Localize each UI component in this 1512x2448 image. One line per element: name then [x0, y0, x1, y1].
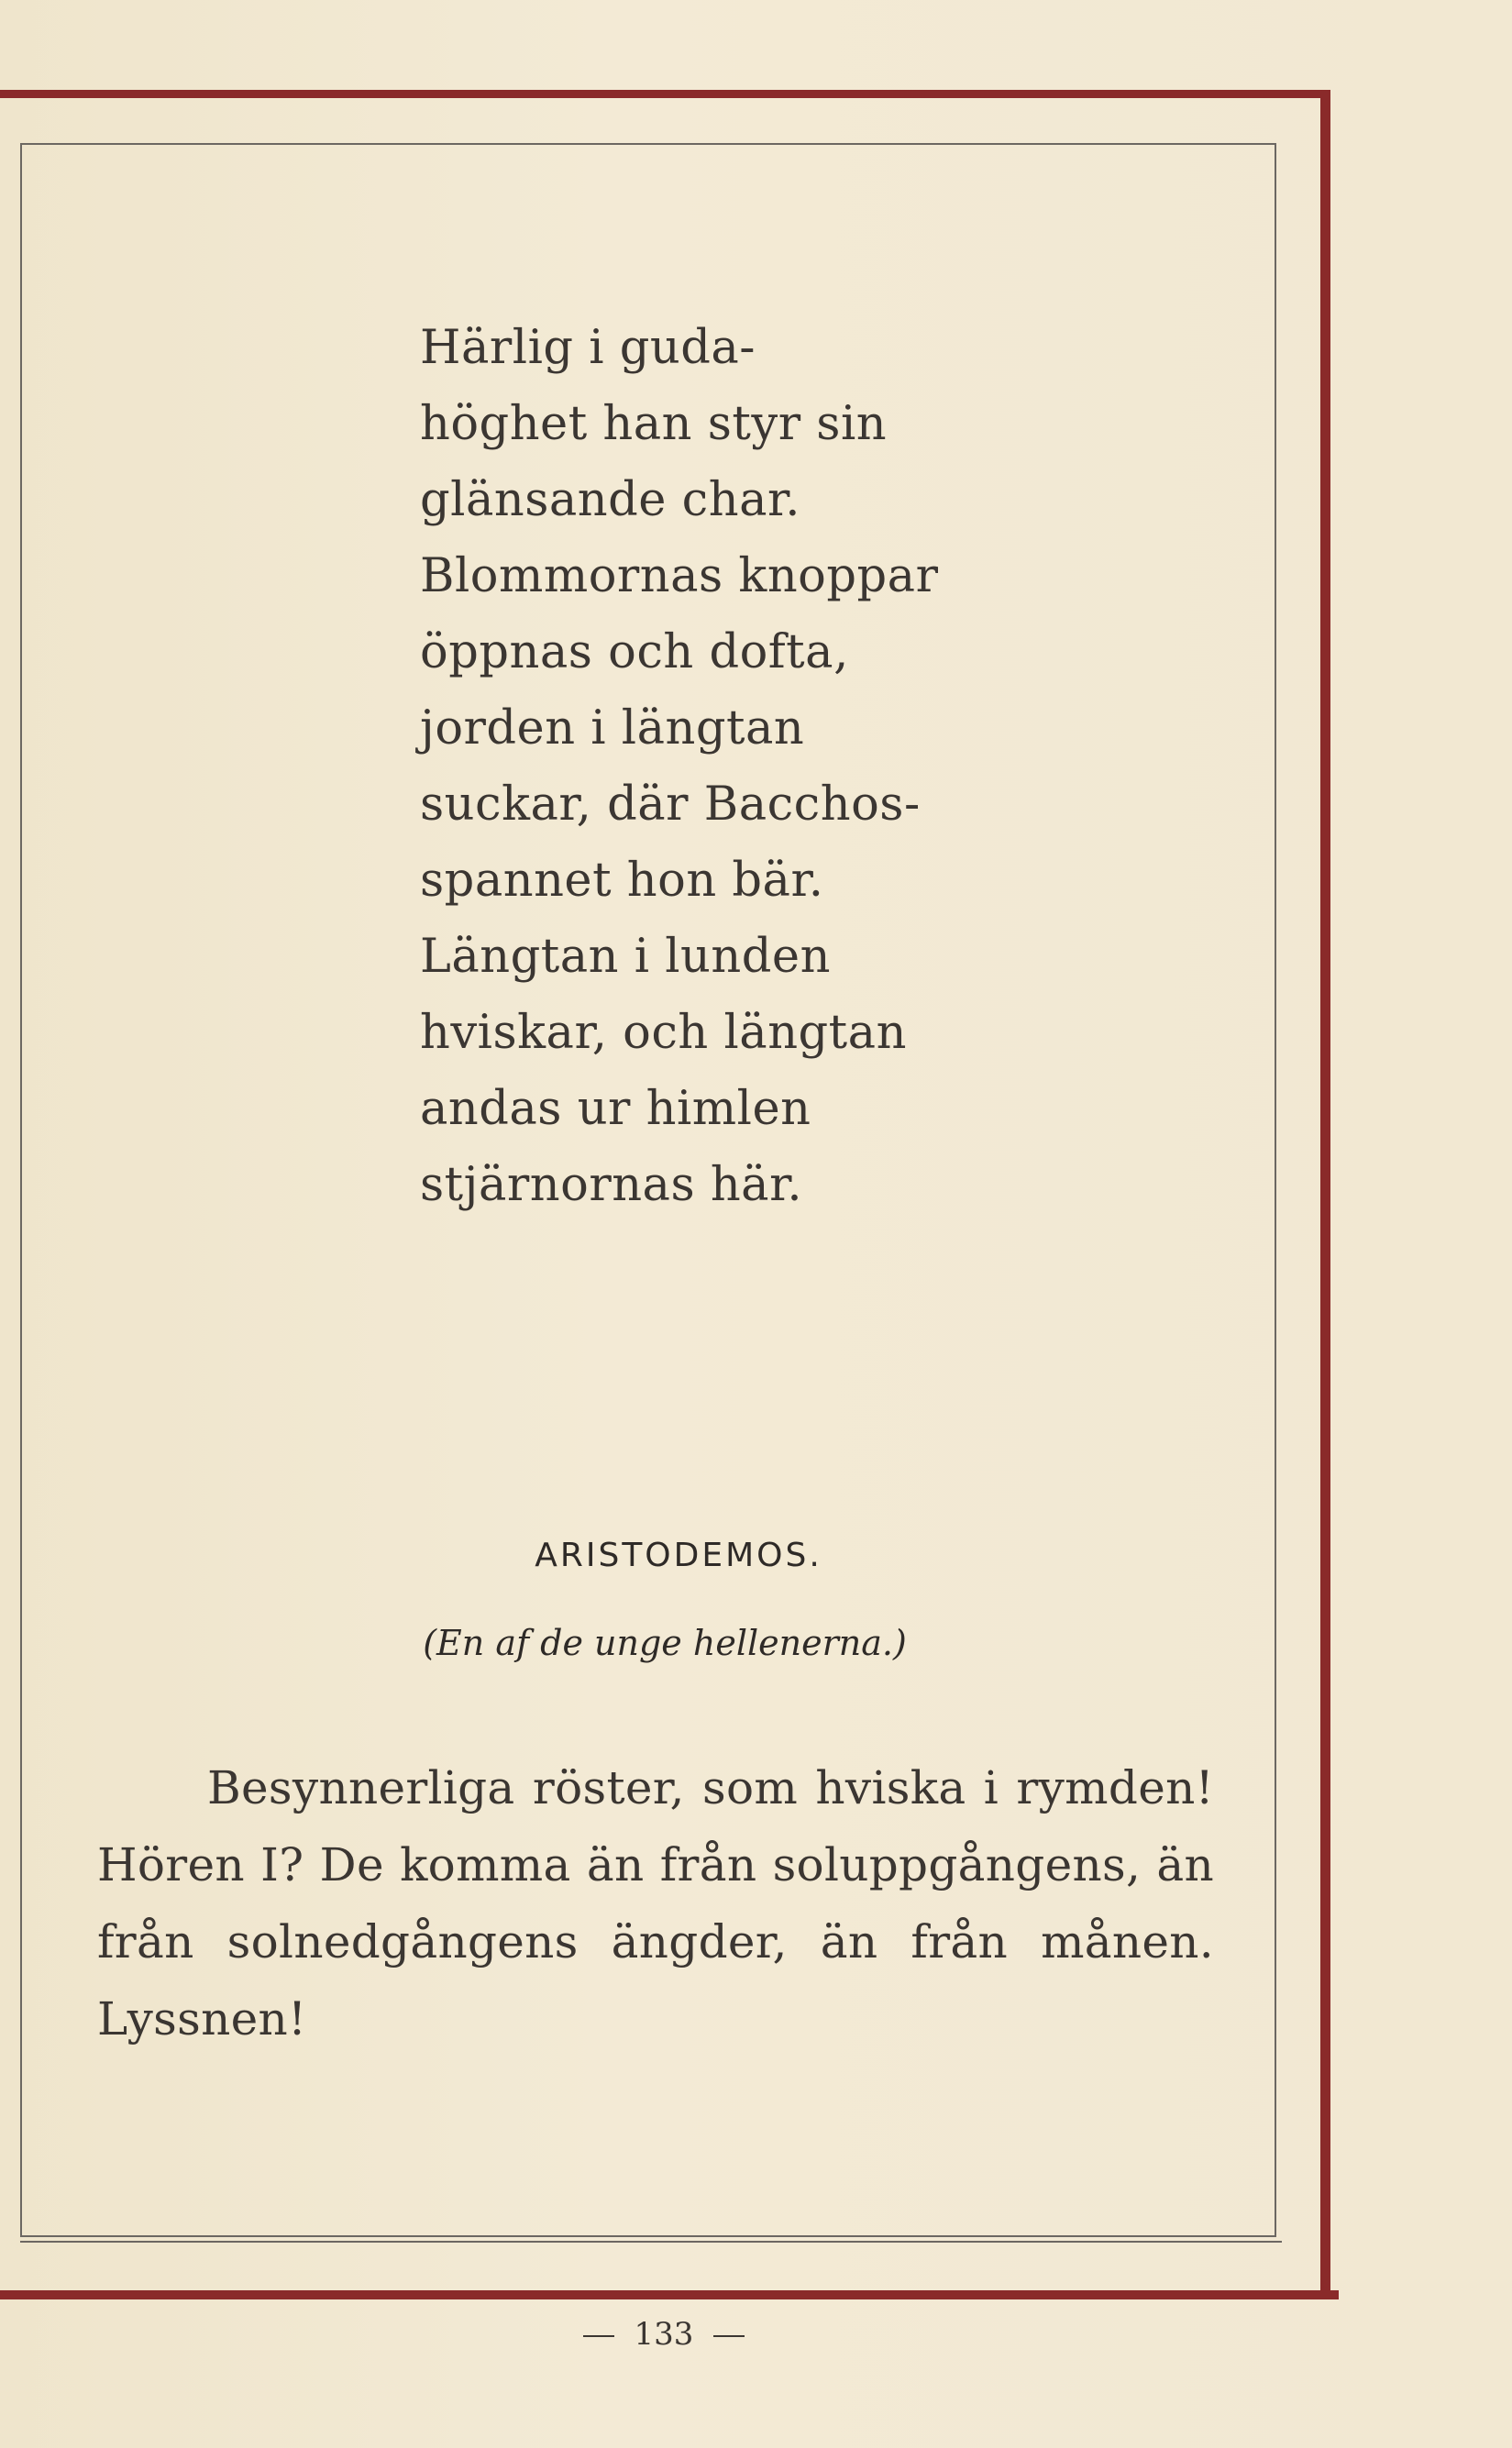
prose-paragraph: Besynnerliga röster, som hviska i rymden! Hören I? De komma än från soluppgångens, än från solnedgångens ängder, än från månen. Lyssnen!	[97, 1761, 1214, 2046]
page-footer	[0, 2316, 1328, 2353]
dash-right	[713, 2335, 745, 2337]
poem-line: Blommornas knoppar	[420, 549, 939, 603]
stage-direction: (En af de unge hellenerna.)	[423, 1623, 907, 1663]
poem-line: spannet hon bär.	[420, 854, 824, 908]
poem-line: jorden i längtan	[420, 701, 805, 755]
poem-line: hviskar, och längtan	[420, 1006, 907, 1060]
poem-line: öppnas och dofta,	[420, 625, 849, 679]
dash-left	[583, 2335, 614, 2337]
outer-frame-bottom	[0, 2290, 1339, 2299]
poem-line: Härlig i guda-	[420, 321, 756, 375]
poem-line: stjärnornas här.	[420, 1158, 803, 1212]
speaker-name: ARISTODEMOS.	[535, 1537, 822, 1574]
poem-line: glänsande char.	[420, 473, 800, 527]
page-number: 133	[634, 2316, 694, 2353]
poem-line: höghet han styr sin	[420, 397, 888, 451]
outer-frame-right	[1320, 90, 1330, 2298]
poem-line: Längtan i lunden	[420, 930, 831, 984]
outer-frame-top	[0, 90, 1328, 98]
poem-line: suckar, där Bacchos-	[420, 777, 921, 832]
poem-stanza	[420, 310, 938, 1223]
inner-frame-bottom-line	[20, 2241, 1282, 2243]
poem-line: andas ur himlen	[420, 1082, 811, 1136]
